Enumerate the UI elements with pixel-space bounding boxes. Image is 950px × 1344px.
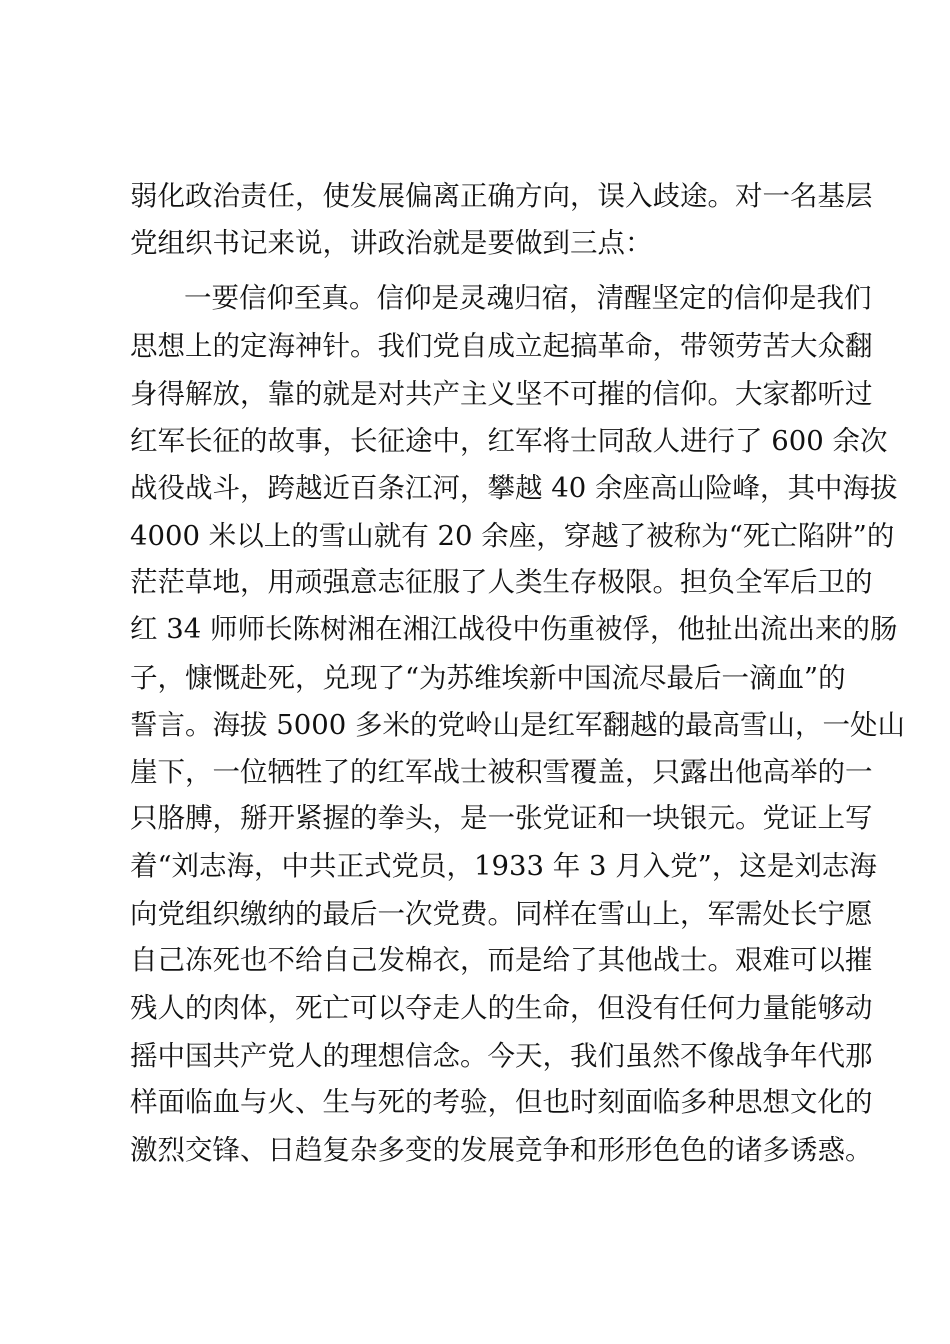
text-line: 茫茫草地，用顽强意志征服了人类生存极限。担负全军后卫的 (130, 566, 873, 598)
text-line: 摇中国共产党人的理想信念。今天，我们虽然不像战争年代那 (130, 1040, 873, 1072)
text-line: 思想上的定海神针。我们党自成立起搞革命，带领劳苦大众翻 (130, 330, 873, 362)
text-line: 身得解放，靠的就是对共产主义坚不可摧的信仰。大家都听过 (130, 378, 873, 410)
text-line: 红军长征的故事，长征途中，红军将士同敌人进行了 600 余次 (130, 425, 888, 457)
text-line: 崖下，一位牺牲了的红军战士被积雪覆盖，只露出他高举的一 (130, 756, 873, 788)
text-line: 残人的肉体，死亡可以夺走人的生命，但没有任何力量能够动 (130, 992, 873, 1024)
text-line: 红 34 师师长陈树湘在湘江战役中伤重被俘，他扯出流出来的肠 (130, 613, 898, 645)
text-line: 4000 米以上的雪山就有 20 余座，穿越了被称为“死亡陷阱”的 (130, 520, 895, 552)
text-line: 着“刘志海，中共正式党员，1933 年 3 月入党”，这是刘志海 (130, 850, 877, 882)
text-line: 党组织书记来说，讲政治就是要做到三点： (130, 227, 653, 259)
text-line: 向党组织缴纳的最后一次党费。同样在雪山上，军需处长宁愿 (130, 898, 873, 930)
text-line: 激烈交锋、日趋复杂多变的发展竞争和形形色色的诸多诱惑。 (130, 1134, 873, 1166)
text-line: 样面临血与火、生与死的考验，但也时刻面临多种思想文化的 (130, 1086, 873, 1118)
text-line: 自己冻死也不给自己发棉衣，而是给了其他战士。艰难可以摧 (130, 944, 873, 976)
text-line: 子，慷慨赴死，兑现了“为苏维埃新中国流尽最后一滴血”的 (130, 662, 846, 694)
text-line: 誓言。海拔 5000 多米的党岭山是红军翻越的最高雪山，一处山 (130, 709, 905, 741)
text-line: 战役战斗，跨越近百条江河，攀越 40 余座高山险峰，其中海拔 (130, 472, 898, 504)
text-line: 弱化政治责任，使发展偏离正确方向，误入歧途。对一名基层 (130, 180, 873, 212)
paragraph-start-line: 一要信仰至真。信仰是灵魂归宿，清醒坚定的信仰是我们 (184, 282, 872, 314)
text-line: 只胳膊，掰开紧握的拳头，是一张党证和一块银元。党证上写 (130, 802, 873, 834)
